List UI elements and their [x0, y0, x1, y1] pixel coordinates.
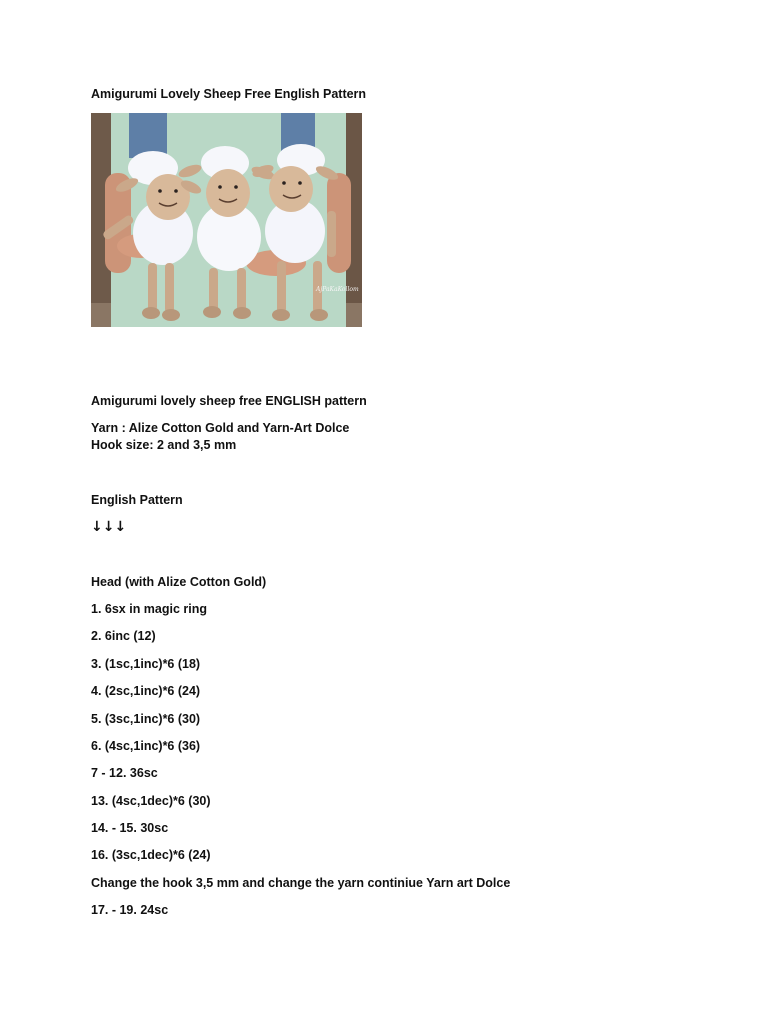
yarn-info: Yarn : Alize Cotton Gold and Yarn-Art Dolce: [91, 421, 350, 435]
round-line: 3. (1sc,1inc)*6 (18): [91, 657, 201, 671]
sheep-photo: [91, 113, 362, 327]
head-heading: Head (with Alize Cotton Gold): [91, 575, 267, 589]
round-line: 13. (4sc,1dec)*6 (30): [91, 794, 211, 808]
round-line: 7 - 12. 36sc: [91, 766, 158, 780]
photo-watermark: AjPaKaKollom: [316, 286, 359, 293]
down-arrows-icon: ↓↓↓: [91, 519, 127, 535]
round-line: 6. (4sc,1inc)*6 (36): [91, 739, 201, 753]
round-line: 16. (3sc,1dec)*6 (24): [91, 848, 211, 862]
round-line: 17. - 19. 24sc: [91, 903, 169, 917]
document-title: Amigurumi Lovely Sheep Free English Pattern: [91, 87, 367, 101]
round-line: 1. 6sx in magic ring: [91, 602, 208, 616]
round-line: 2. 6inc (12): [91, 629, 156, 643]
round-line: 4. (2sc,1inc)*6 (24): [91, 684, 201, 698]
pattern-heading: English Pattern: [91, 493, 183, 507]
round-line: 5. (3sc,1inc)*6 (30): [91, 712, 201, 726]
crochet-sheep-photo-icon: [91, 113, 362, 327]
pattern-subtitle: Amigurumi lovely sheep free ENGLISH pattern: [91, 394, 367, 408]
round-line: 14. - 15. 30sc: [91, 821, 169, 835]
round-line: Change the hook 3,5 mm and change the yarn continiue Yarn art Dolce: [91, 876, 511, 890]
hook-info: Hook size: 2 and 3,5 mm: [91, 438, 237, 452]
